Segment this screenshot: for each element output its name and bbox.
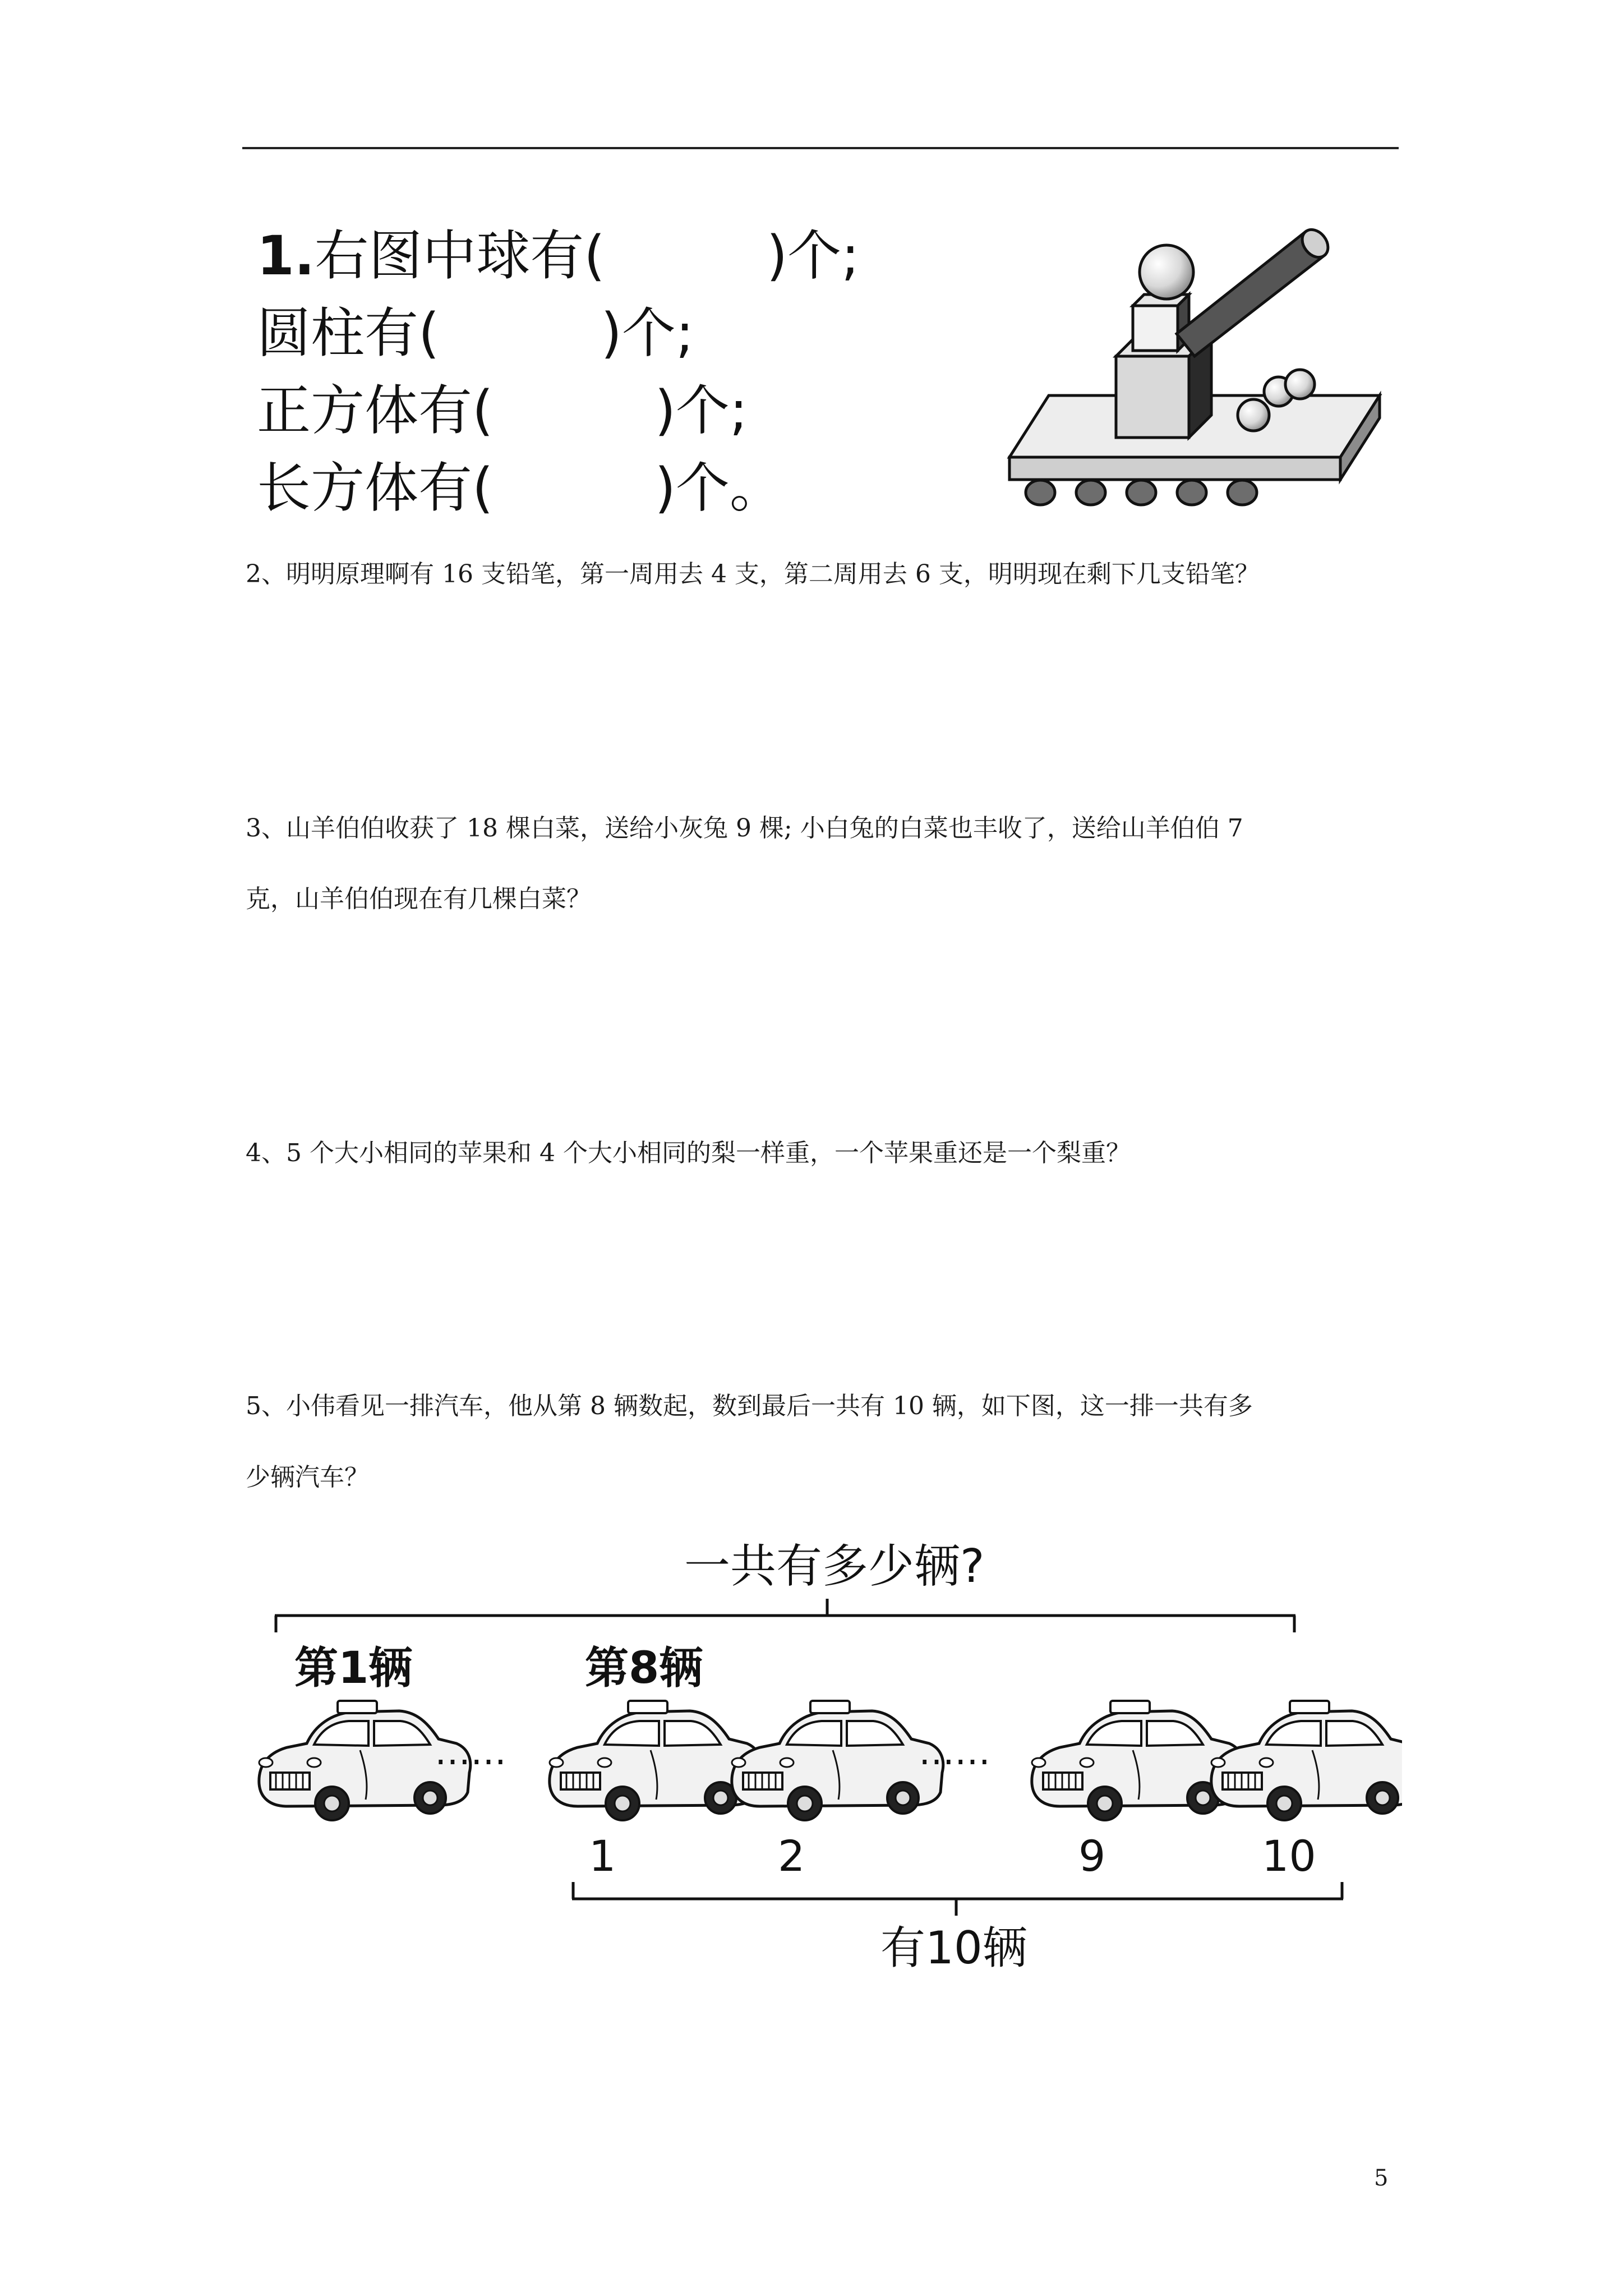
q5-line-1: 5、小伟看见一排汽车，他从第 8 辆数起，数到最后一共有 10 辆，如下图，这一排一共有多 [246, 1392, 1253, 1420]
wheel-cylinders [1026, 480, 1257, 505]
q5-line-2: 少辆汽车？ [246, 1463, 369, 1492]
q1-line-3: 正方体有( )个; [257, 379, 748, 442]
ellipsis-left: …… [435, 1732, 506, 1773]
top-ball [1140, 245, 1193, 299]
diagram-bottom-label: 有10辆 [880, 1922, 1027, 1974]
count-9: 9 [1078, 1831, 1106, 1881]
bottom-bracket [572, 1882, 1343, 1916]
cars-diagram [247, 1515, 1402, 2019]
small-cube [1133, 295, 1189, 351]
cannon-cylinder [1177, 224, 1333, 356]
q2-text: 2、明明原理啊有 16 支铅笔，第一周用去 4 支，第二周用去 6 支，明明现在剩下几支铅笔？ [246, 560, 1260, 588]
ellipsis-right: …… [919, 1732, 990, 1773]
diagram-top-label: 一共有多少辆? [684, 1540, 985, 1593]
q1-line-2: 圆柱有( )个; [257, 302, 694, 365]
q1-line-4: 长方体有( )个。 [257, 457, 783, 519]
car1-label: 第1辆 [294, 1643, 413, 1694]
car-17 [1211, 1701, 1402, 1820]
car8-label: 第8辆 [585, 1643, 703, 1694]
solids-vehicle-figure [998, 216, 1391, 519]
page-number: 5 [1374, 2165, 1389, 2191]
count-10: 10 [1262, 1831, 1316, 1881]
q4-text: 4、5 个大小相同的苹果和 4 个大小相同的梨一样重，一个苹果重还是一个梨重？ [246, 1139, 1131, 1167]
header-rule [242, 147, 1399, 149]
q3-line-1: 3、山羊伯伯收获了 18 棵白菜，送给小灰兔 9 棵; 小白兔的白菜也丰收了，送给山羊伯伯 7 [246, 814, 1243, 843]
q1-line-1: 1.右图中球有( )个; [257, 224, 860, 287]
car-8 [550, 1701, 761, 1820]
top-bracket [275, 1599, 1295, 1632]
car-9 [732, 1701, 943, 1820]
count-1: 1 [589, 1831, 616, 1881]
q3-line-2: 克，山羊伯伯现在有几棵白菜？ [246, 885, 591, 913]
count-2: 2 [778, 1831, 805, 1881]
